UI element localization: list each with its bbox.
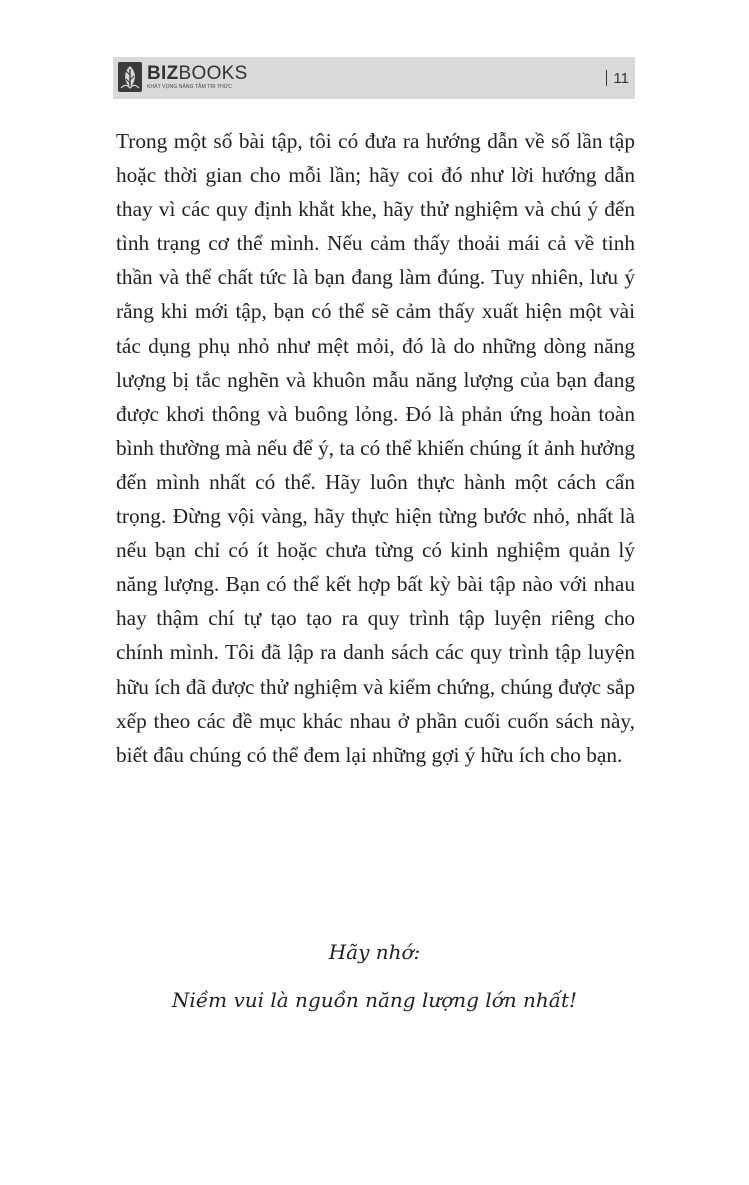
running-header [113,57,635,99]
page-number-divider [606,70,607,86]
page-number: 11 [606,70,629,87]
logo-text [147,64,248,90]
brand-tagline: KHÁT VỌNG NÂNG TẦM TRI THỨC [147,84,232,90]
bizbooks-logo [117,61,248,93]
reminder-title: Hãy nhớ: [328,940,421,964]
bizbooks-logo-icon [117,61,143,93]
brand-name: BIZBOOKS [147,63,248,84]
reminder-quote: Niềm vui là nguồn năng lượng lớn nhất! [171,988,578,1012]
body-paragraph: Trong một số bài tập, tôi có đưa ra hướng dẫn về số lần tập hoặc thời gian cho mỗi lần; hãy coi đó như lời hướng dẫn thay vì các quy định khắt khe, hãy thử nghiệm và chú ý đến tình trạng cơ thể mình. Nếu cảm thấy thoải mái cả về tinh thần và thể chất tức là bạn đang làm đúng. Tuy nhiên, lưu ý rằng khi mới tập, bạn có thể sẽ cảm thấy xuất hiện một vài tác dụng phụ nhỏ như mệt mỏi, đó là do những dòng năng lượng bị tắc nghẽn và khuôn mẫu năng lượng của bạn đang được khơi thông và buông lỏng. Đó là phản ứng hoàn toàn bình thường mà nếu để ý, ta có thể khiến chúng ít ảnh hưởng đến mình nhất có thể. Hãy luôn thực hành một cách cẩn trọng. Đừng vội vàng, hãy thực hiện từng bước nhỏ, nhất là nếu bạn chỉ có ít hoặc chưa từng có kinh nghiệm quản lý năng lượng. Bạn có thể kết hợp bất kỳ bài tập nào với nhau hay thậm chí tự tạo tạo ra quy trình tập luyện riêng cho chính mình. Tôi đã lập ra danh sách các quy trình tập luyện hữu ích đã được thử nghiệm và kiểm chứng, chúng được sắp xếp theo các đề mục khác nhau ở phần cuối cuốn sách này, biết đâu chúng có thể đem lại những gợi ý hữu ích cho bạn. [116,129,635,767]
